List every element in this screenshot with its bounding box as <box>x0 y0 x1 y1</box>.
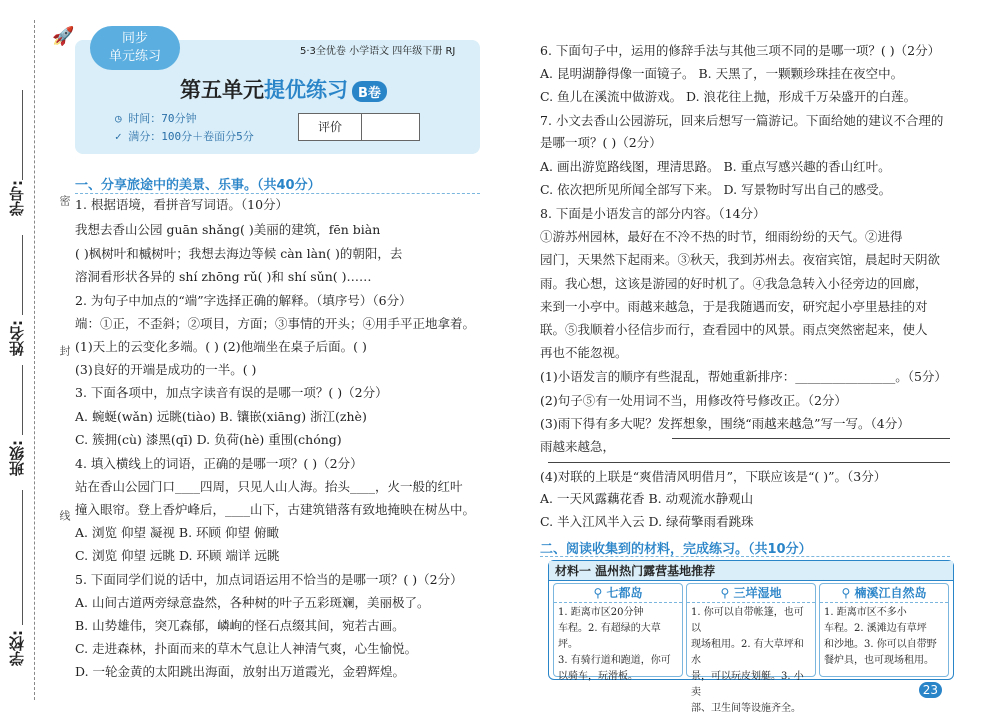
student-id-label: 学号: <box>8 180 26 216</box>
material-card <box>686 583 816 714</box>
time-info: ◷ 时间：70分钟 <box>115 112 197 125</box>
class-line <box>22 365 23 435</box>
rocket-icon: 🚀 <box>52 26 75 47</box>
question-line: A. 蜿蜒(wǎn) 远眺(tiào) B. 镶嵌(xiāng) 浙江(zhè) <box>75 409 367 424</box>
question-line: 5. 下面同学们说的话中，加点词语运用不恰当的是哪一项？( )（2分） <box>75 572 463 587</box>
question-line: 1. 根据语境，看拼音写词语。（10分） <box>75 197 289 212</box>
score-info: ✓ 满分：100分＋卷面分5分 <box>115 130 254 143</box>
question-line: A. 画出游览路线图，理清思路。 B. 重点写感兴趣的香山红叶。 <box>540 159 891 174</box>
seal-mark-mi: 密 <box>58 195 71 206</box>
question-line: 8. 下面是小语发言的部分内容。（14分） <box>540 206 766 221</box>
version-badge: B卷 <box>352 81 387 102</box>
question-line: 7. 小文去香山公园游玩，回来后想写一篇游记。下面给她的建议不合理的 <box>540 113 944 128</box>
question-line: A. 昆明湖静得像一面镜子。 B. 天黑了，一颗颗珍珠挂在夜空中。 <box>540 66 904 81</box>
material-name: ⚲ 三垟湿地 <box>687 584 815 603</box>
question-line: 再也不能忽视。 <box>540 345 628 360</box>
material-name: ⚲ 楠溪江自然岛 <box>820 584 948 603</box>
binding-dashed-line <box>34 20 35 700</box>
question-line: (1)天上的云变化多端。( ) (2)他端坐在桌子后面。( ) <box>75 339 367 354</box>
evaluation-label: 评价 <box>299 114 362 140</box>
material-card <box>819 583 949 677</box>
section-1-rule <box>75 193 480 194</box>
question-line: 端：①正，不歪斜；②项目，方面；③事情的开头；④用手平正地拿着。 <box>75 316 476 331</box>
location-pin-icon: ⚲ <box>841 586 851 600</box>
location-pin-icon: ⚲ <box>720 586 730 600</box>
question-line: C. 半入江风半入云 D. 绿荷擎雨看跳珠 <box>540 514 754 529</box>
student-id-line <box>22 90 23 180</box>
question-line: C. 簇拥(cù) 漆黑(qī) D. 负荷(hè) 重围(chóng) <box>75 432 342 447</box>
section-1-heading: 一、分享旅途中的美景、乐事。（共40分） <box>75 178 321 193</box>
question-line: 园门，天果然下起雨来。③秋天，我到苏州去。夜宿宾馆，晨起时天阴欲 <box>540 252 941 267</box>
question-line: (3)良好的开端是成功的一半。( ) <box>75 362 257 377</box>
question-line: B. 山势雄伟，突兀森郁，嶙峋的怪石点缀其间，宛若古画。 <box>75 618 405 633</box>
school-line <box>22 490 23 625</box>
question-line: 我想去香山公园 guān shǎng( )美丽的建筑，fēn biàn <box>75 222 381 237</box>
question-line: (1)小语发言的顺序有些混乱，帮她重新排序：________________。（5分） <box>540 369 947 384</box>
question-line: 是哪一项？( )（2分） <box>540 135 662 150</box>
name-label: 姓名: <box>8 320 26 356</box>
question-line: 溶洞看形状各异的 shí zhōng rǔ( )和 shí sǔn( )…… <box>75 269 372 284</box>
question-line: ( )枫树叶和槭树叶；我想去海边等候 càn làn( )的朝阳，去 <box>75 246 403 261</box>
book-meta: 5·3全优卷 小学语文 四年级下册 RJ <box>300 46 456 57</box>
question-line: A. 浏览 仰望 凝视 B. 环顾 仰望 俯瞰 <box>75 525 279 540</box>
question-line: 站在香山公园门口____四周，只见人山人海。抬头____，火一般的红叶 <box>75 479 463 494</box>
question-line: D. 一轮金黄的太阳跳出海面，放射出万道霞光，金碧辉煌。 <box>75 664 406 679</box>
question-line: 3. 下面各项中，加点字读音有误的是哪一项？( )（2分） <box>75 385 388 400</box>
question-line: 撞入眼帘。登上香炉峰后，____山下，古建筑错落有致地掩映在树丛中。 <box>75 502 476 517</box>
question-line: 联。⑤我顺着小径信步而行，查看园中的风景。雨点突然密起来，使人 <box>540 322 928 337</box>
question-line: 雨越来越急， <box>540 439 616 454</box>
question-line: 4. 填入横线上的词语，正确的是哪一项？( )（2分） <box>75 456 363 471</box>
answer-line-2[interactable] <box>548 462 950 463</box>
seal-mark-feng: 封 <box>58 345 71 356</box>
question-line: A. 一天风露藕花香 B. 动观流水静观山 <box>540 491 754 506</box>
question-line: (2)句子⑤有一处用词不当，用修改符号修改正。（2分） <box>540 393 847 408</box>
answer-line-1[interactable] <box>672 438 950 439</box>
question-line: ①游苏州园林，最好在不冷不热的时节，细雨纷纷的天气。②进得 <box>540 229 903 244</box>
question-line: C. 依次把所见所闻全部写下来。 D. 写景物时写出自己的感受。 <box>540 182 892 197</box>
material-body: 1. 距离市区20分钟 车程。2. 有超绿的大草坪。 3. 有骑行道和跑道，你可 以骑车，玩滑板。 <box>558 607 671 682</box>
question-line: C. 走进森林，扑面而来的草木气息让人神清气爽，心生愉悦。 <box>75 641 418 656</box>
section-2-rule <box>540 556 950 557</box>
class-label: 班级: <box>8 440 26 476</box>
question-line: 雨。我心想，这该是游园的好时机了。④我急急转入小径旁边的回廊， <box>540 276 928 291</box>
location-pin-icon: ⚲ <box>593 586 603 600</box>
question-line: (4)对联的上联是“爽借清风明借月”，下联应该是“( )”。（3分） <box>540 469 887 484</box>
section-2-heading: 二、阅读收集到的材料，完成练习。（共10分） <box>540 542 812 557</box>
question-line: 2. 为句子中加点的“端”字选择正确的解释。（填序号）（6分） <box>75 293 412 308</box>
material-card <box>553 583 683 682</box>
question-line: 6. 下面句子中，运用的修辞手法与其他三项不同的是哪一项？( )（2分） <box>540 43 941 58</box>
question-line: 来到一小亭中。雨越来越急，于是我随遇而安，研究起小亭里悬挂的对 <box>540 299 928 314</box>
question-line: C. 浏览 仰望 远眺 D. 环顾 端详 远眺 <box>75 548 280 563</box>
name-line <box>22 235 23 315</box>
question-line: C. 鱼儿在溪流中做游戏。 D. 浪花往上抛，形成千万朵盛开的白莲。 <box>540 89 917 104</box>
material-name: ⚲ 七都岛 <box>554 584 682 603</box>
seal-mark-xian: 线 <box>58 510 71 521</box>
page-number: 23 <box>919 682 942 698</box>
material-body: 1. 距离市区不多小 车程。2. 溪滩边有草坪 和沙地。3. 你可以自带野 餐炉具，也可现场租用。 <box>824 607 937 666</box>
question-line: A. 山间古道两旁绿意盎然，各种树的叶子五彩斑斓，美丽极了。 <box>75 595 430 610</box>
unit-practice-banner: 同步 单元练习 <box>90 26 180 70</box>
evaluation-box[interactable] <box>298 113 420 141</box>
page-title: 第五单元提优练习 B卷 <box>180 74 387 104</box>
question-line: (3)雨下得有多大呢？发挥想象，围绕“雨越来越急”写一写。（4分） <box>540 416 910 431</box>
material-body: 1. 你可以自带帐篷，也可以 现场租用。2. 有大草坪和水 景，可以玩皮划艇。3. 小卖 部、卫生间等设施齐全。 <box>691 607 804 714</box>
material-title: 材料一 温州热门露营基地推荐 <box>549 561 953 581</box>
school-label: 学校: <box>8 630 26 666</box>
